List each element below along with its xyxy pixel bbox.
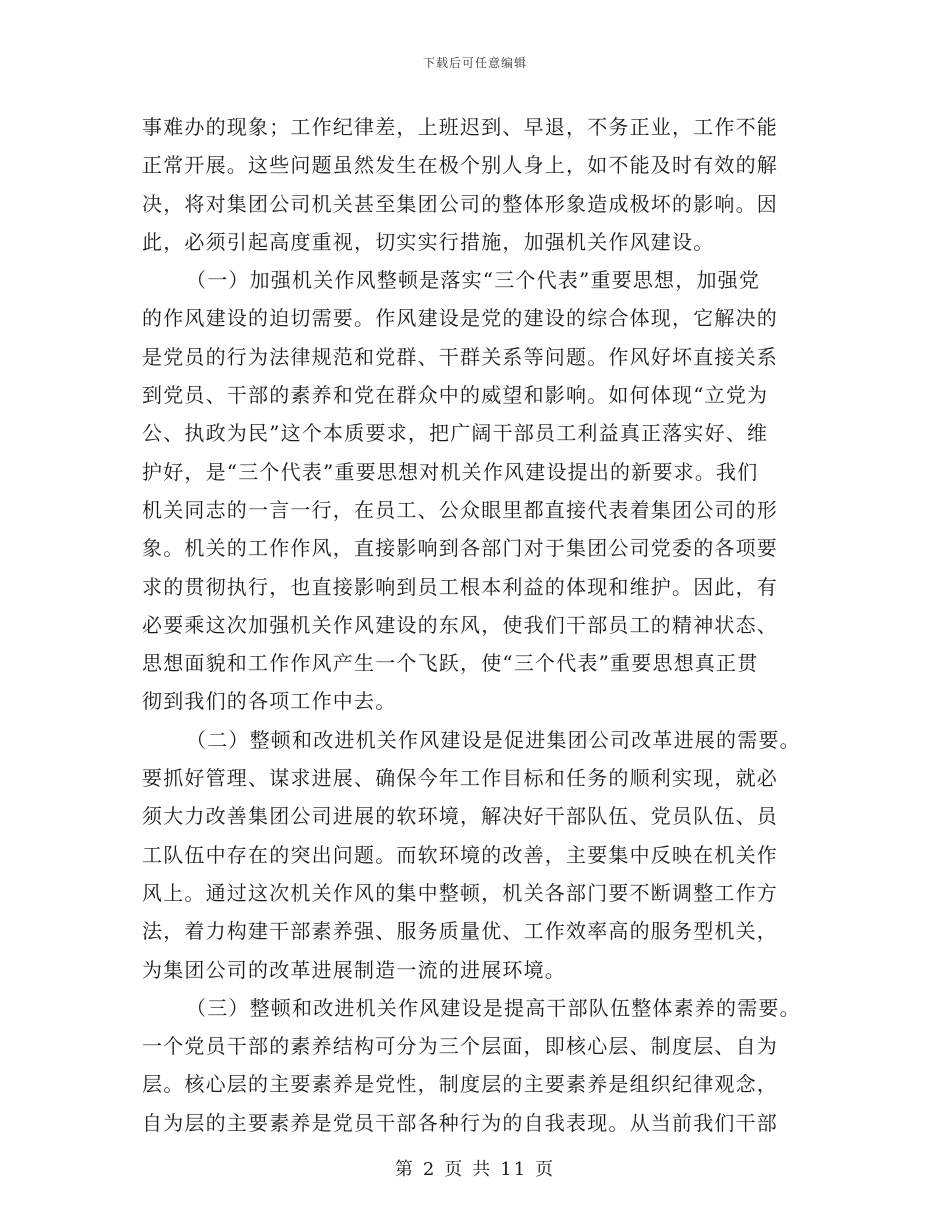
text-line: 事难办的现象；工作纪律差，上班迟到、早退，不务正业，工作不能 xyxy=(142,115,778,139)
page-header: 下载后可任意编辑 xyxy=(422,56,527,70)
text-line: 正常开展。这些问题虽然发生在极个别人身上，如不能及时有效的解 xyxy=(142,153,778,178)
text-line: 思想面貌和工作作风产生一个飞跃，使“三个代表”重要思想真正贯 xyxy=(142,651,759,676)
footer-suffix: 页 xyxy=(535,1159,556,1180)
footer-page-number: 2 xyxy=(422,1159,437,1180)
text-line: 机关同志的一言一行，在员工、公众眼里都直接代表着集团公司的形 xyxy=(142,497,778,522)
text-line: 必要乘这次加强机关作风建设的东风，使我们干部员工的精神状态、 xyxy=(142,612,778,637)
footer-total-label: 共 xyxy=(472,1159,493,1180)
text-line: 公、执政为民”这个本质要求，把广阔干部员工利益真正落实好、维 xyxy=(142,421,769,446)
text-line: 工队伍中存在的突出问题。而软环境的改善，主要集中反映在机关作 xyxy=(142,842,778,867)
text-line: 求的贯彻执行，也直接影响到员工根本利益的体现和维护。因此，有 xyxy=(142,574,778,599)
text-line: 自为层的主要素养是党员干部各种行为的自我表现。从当前我们干部 xyxy=(142,1110,778,1135)
text-line: （三）整顿和改进机关作风建设是提高干部队伍整体素养的需要。 xyxy=(186,995,801,1020)
text-line: 风上。通过这次机关作风的集中整顿，机关各部门要不断调整工作方 xyxy=(142,880,778,905)
text-line: 彻到我们的各项工作中去。 xyxy=(142,689,397,714)
document-body xyxy=(142,108,810,1142)
text-line: 层。核心层的主要素养是党性，制度层的主要素养是组织纪律观念， xyxy=(142,1072,778,1097)
text-line: （二）整顿和改进机关作风建设是促进集团公司改革进展的需要。 xyxy=(186,727,801,752)
text-line: 一个党员干部的素养结构可分为三个层面，即核心层、制度层、自为 xyxy=(142,1034,778,1059)
text-line: 法，着力构建干部素养强、服务质量优、工作效率高的服务型机关， xyxy=(142,919,778,944)
text-line: 的作风建设的迫切需要。作风建设是党的建设的综合体现，它解决的 xyxy=(142,306,778,331)
text-line: 须大力改善集团公司进展的软环境，解决好干部队伍、党员队伍、员 xyxy=(142,804,778,829)
text-line: 为集团公司的改革进展制造一流的进展环境。 xyxy=(142,957,566,982)
text-line: 护好，是“三个代表”重要思想对机关作风建设提出的新要求。我们 xyxy=(142,459,759,484)
page-footer xyxy=(0,1155,950,1181)
footer-page-label: 页 xyxy=(444,1159,465,1180)
footer-total-pages: 11 xyxy=(500,1159,528,1180)
text-line: 到党员、干部的素养和党在群众中的威望和影响。如何体现“立党为 xyxy=(142,383,769,408)
text-line: 要抓好管理、谋求进展、确保今年工作目标和任务的顺利实现，就必 xyxy=(142,766,778,791)
text-line: 是党员的行为法律规范和党群、干群关系等问题。作风好坏直接关系 xyxy=(142,344,778,369)
text-line: 决，将对集团公司机关甚至集团公司的整体形象造成极坏的影响。因 xyxy=(142,191,778,216)
text-line: （一）加强机关作风整顿是落实“三个代表”重要思想，加强党 xyxy=(186,268,761,293)
text-line: 象。机关的工作作风，直接影响到各部门对于集团公司党委的各项要 xyxy=(142,536,778,561)
footer-prefix: 第 xyxy=(394,1159,415,1180)
text-line: 此，必须引起高度重视，切实实行措施，加强机关作风建设。 xyxy=(142,229,715,254)
